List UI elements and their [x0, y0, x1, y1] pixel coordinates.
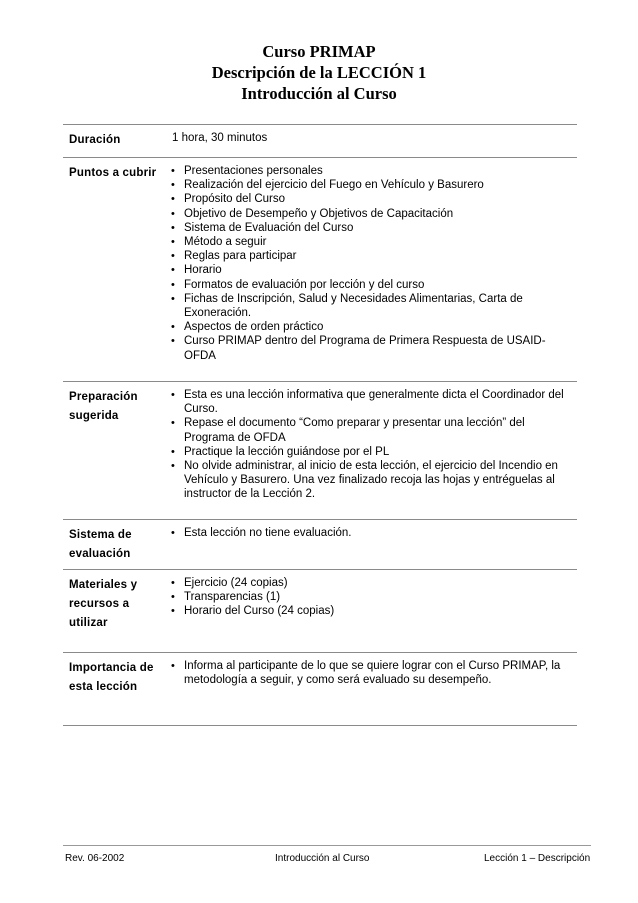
row-preparacion — [63, 381, 577, 519]
bullet-text: Repase el documento “Como preparar y presentar una lección” del Programa de OFDA — [184, 417, 525, 444]
bullet-item — [170, 221, 575, 235]
bullet-item — [170, 526, 575, 540]
bullet-text: Método a seguir — [184, 236, 267, 249]
row-materiales — [63, 569, 577, 652]
bullet-icon: • — [171, 417, 175, 430]
bullet-text: Practique la lección guiándose por el PL — [184, 445, 390, 458]
row-content — [170, 526, 575, 540]
bullet-icon: • — [171, 179, 175, 192]
title-course: Curso PRIMAP — [262, 42, 376, 61]
bullet-icon: • — [171, 221, 175, 234]
bullet-icon: • — [171, 660, 175, 672]
bullet-item — [170, 235, 575, 249]
bullet-text: No olvide administrar, al inicio de esta lección, el ejercicio del Incendio en Vehículo y Basurero. Una vez finalizado recoja las hojas y entréguelas al instructor de la Lección 2. — [184, 460, 558, 501]
bullet-list — [170, 659, 575, 687]
title-lesson: Descripción de la LECCIÓN 1 — [211, 63, 427, 82]
bullet-list — [170, 526, 575, 540]
footer-title: Introducción al Curso — [275, 853, 370, 864]
bullet-icon: • — [171, 165, 175, 177]
row-importancia — [63, 652, 577, 726]
bullet-icon: • — [171, 207, 175, 220]
bullet-text: Curso PRIMAP dentro del Programa de Primera Respuesta de USAID-OFDA — [184, 335, 546, 362]
bullet-item — [170, 292, 575, 320]
bullet-icon: • — [171, 460, 175, 473]
bullet-text: Realización del ejercicio del Fuego en Vehículo y Basurero — [184, 179, 484, 192]
bullet-text: Horario — [184, 264, 222, 277]
bullet-item — [170, 445, 575, 459]
bullet-text: Ejercicio (24 copias) — [184, 577, 288, 589]
row-label: Duración — [69, 134, 121, 146]
bullet-icon: • — [171, 278, 175, 291]
bullet-text: Fichas de Inscripción, Salud y Necesidades Alimentarias, Carta de Exoneración. — [184, 292, 523, 320]
row-label: Importancia de esta lección — [69, 662, 154, 693]
row-value: 1 hora, 30 minutos — [172, 132, 268, 144]
bullet-text: Formatos de evaluación por lección y del curso — [184, 278, 425, 291]
row-label: Puntos a cubrir — [69, 167, 157, 179]
bullet-icon: • — [171, 250, 175, 263]
bullet-list — [170, 388, 575, 502]
bullet-icon: • — [171, 335, 175, 348]
bullet-item — [170, 249, 575, 263]
bullet-item — [170, 178, 575, 192]
bullet-text: Reglas para participar — [184, 250, 297, 263]
bullet-icon: • — [171, 389, 175, 401]
bullet-icon: • — [171, 445, 175, 458]
bullet-item — [170, 604, 575, 618]
bullet-icon: • — [171, 605, 175, 618]
bullet-item — [170, 590, 575, 604]
bullet-text: Aspectos de orden práctico — [184, 321, 324, 334]
lesson-table — [63, 124, 577, 726]
bullet-icon: • — [171, 321, 175, 334]
row-sistema — [63, 519, 577, 569]
bullet-text: Transparencias (1) — [184, 591, 281, 604]
row-duracion — [63, 124, 577, 157]
bullet-item — [170, 278, 575, 292]
bullet-item — [170, 320, 575, 334]
bullet-list — [170, 576, 575, 619]
bullet-icon: • — [171, 292, 175, 305]
bullet-text: Esta es una lección informativa que generalmente dicta el Coordinador del Curso. — [184, 389, 564, 416]
bullet-item — [170, 207, 575, 221]
footer-divider — [63, 845, 591, 846]
bullet-item — [170, 659, 575, 687]
row-label: Preparación sugerida — [69, 391, 138, 422]
bullet-item — [170, 459, 575, 502]
bullet-text: Sistema de Evaluación del Curso — [184, 221, 354, 234]
bullet-icon: • — [171, 527, 175, 539]
title-subject: Introducción al Curso — [241, 84, 397, 103]
row-content — [170, 388, 575, 502]
bullet-text: Informa al participante de lo que se quiere lograr con el Curso PRIMAP, la metodología a seguir, y como será evaluado su desempeño. — [184, 660, 561, 687]
bullet-text: Objetivo de Desempeño y Objetivos de Capacitación — [184, 207, 454, 220]
bullet-list — [170, 164, 575, 363]
bullet-item — [170, 334, 575, 362]
bullet-item — [170, 164, 575, 178]
row-content — [170, 659, 575, 687]
row-puntos — [63, 157, 577, 381]
bullet-icon: • — [171, 264, 175, 277]
row-label: Sistema de evaluación — [69, 529, 132, 560]
bullet-item — [170, 416, 575, 444]
bullet-text: Esta lección no tiene evaluación. — [184, 527, 352, 539]
bullet-text: Propósito del Curso — [184, 193, 285, 206]
bullet-item — [170, 576, 575, 590]
bullet-text: Presentaciones personales — [184, 165, 323, 177]
bullet-icon: • — [171, 236, 175, 249]
row-content — [170, 576, 575, 619]
bullet-text: Horario del Curso (24 copias) — [184, 605, 335, 618]
row-content — [170, 164, 575, 363]
bullet-icon: • — [171, 193, 175, 206]
bullet-item — [170, 263, 575, 277]
bullet-icon: • — [171, 591, 175, 604]
bullet-item — [170, 388, 575, 416]
document-title — [0, 41, 638, 104]
row-label: Materiales y recursos a utilizar — [69, 579, 138, 629]
bullet-icon: • — [171, 577, 175, 589]
footer-revision: Rev. 06-2002 — [65, 853, 125, 864]
bullet-item — [170, 192, 575, 206]
footer-lesson: Lección 1 – Descripción — [484, 853, 591, 864]
